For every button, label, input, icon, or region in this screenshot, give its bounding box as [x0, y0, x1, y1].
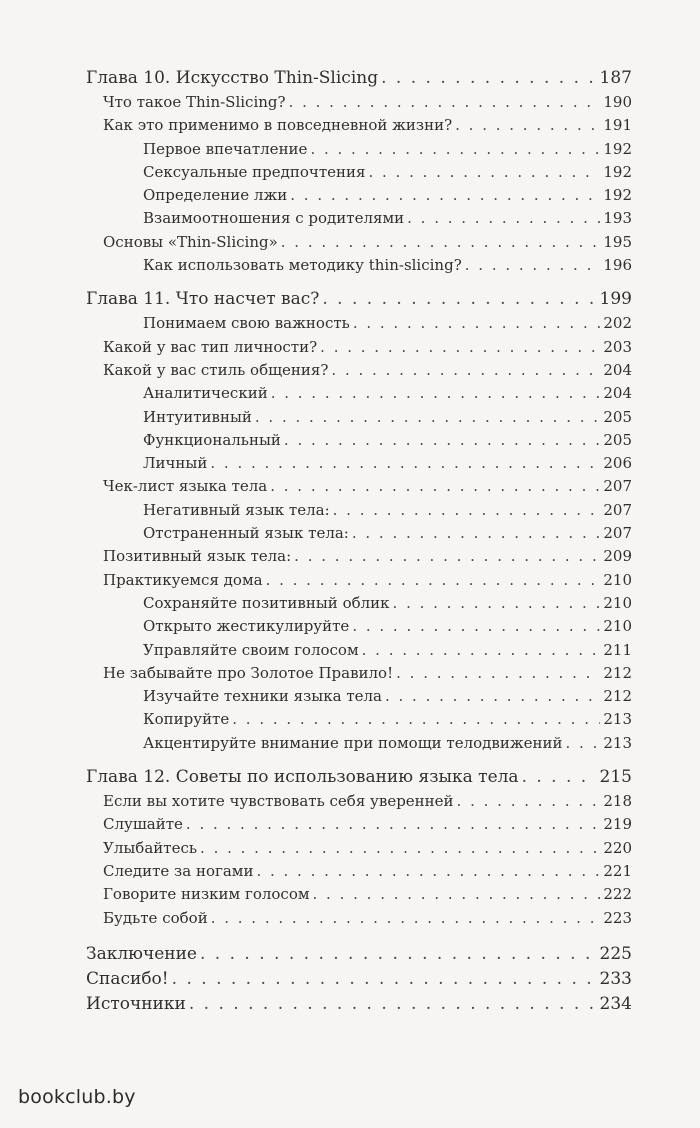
toc-page-number: 207: [603, 500, 632, 519]
toc-page-number: 212: [603, 687, 632, 706]
toc-entry[interactable]: [86, 429, 632, 452]
dot-leader: [255, 406, 600, 429]
toc-entry-title: Как использовать методику thin-slicing?: [143, 256, 462, 275]
dot-leader: [211, 907, 601, 930]
toc-page-number: 220: [603, 838, 632, 857]
dot-leader: [407, 207, 600, 230]
toc-entry-title: Акцентируйте внимание при помощи телодвижений: [143, 733, 563, 752]
toc-entry-title: Сексуальные предпочтения: [143, 162, 366, 181]
toc-entry[interactable]: [86, 207, 632, 230]
dot-leader: [210, 452, 600, 475]
dot-leader: [465, 254, 601, 277]
toc-entry-title: Первое впечатление: [143, 139, 308, 158]
toc-page-number: 192: [603, 186, 632, 205]
toc-chapter-entry[interactable]: [86, 942, 632, 967]
toc-entry-title: Улыбайтесь: [103, 838, 198, 857]
toc-entry-title: Управляйте своим голосом: [143, 640, 359, 659]
toc-page-number: 205: [603, 407, 632, 426]
toc-entry[interactable]: [86, 184, 632, 207]
toc-entry[interactable]: [86, 790, 632, 813]
dot-leader: [313, 883, 601, 906]
toc-entry[interactable]: [86, 475, 632, 498]
toc-page-number: 213: [603, 733, 632, 752]
toc-entry[interactable]: [86, 860, 632, 883]
dot-leader: [232, 708, 600, 731]
dot-leader: [352, 522, 601, 545]
section-gap: [86, 755, 632, 765]
toc-entry-title: Основы «Thin-Slicing»: [103, 232, 278, 251]
toc-page-number: 204: [603, 360, 632, 379]
toc-entry[interactable]: [86, 837, 632, 860]
toc-page-number: 211: [603, 640, 632, 659]
dot-leader: [320, 336, 600, 359]
toc-entry-title: Что такое Thin-Slicing?: [103, 93, 286, 111]
toc-entry[interactable]: [86, 406, 632, 429]
dot-leader: [256, 860, 600, 883]
toc-entry[interactable]: [86, 639, 632, 662]
dot-leader: [271, 382, 601, 405]
toc-entry[interactable]: [86, 231, 632, 254]
dot-leader: [310, 138, 600, 161]
toc-page-number: 218: [603, 792, 632, 811]
toc-page-number: 193: [603, 209, 632, 228]
toc-page-number: 212: [603, 663, 632, 682]
toc-page-number: 196: [603, 256, 632, 275]
toc-entry-title: Чек-лист языка тела: [103, 477, 268, 496]
toc-entry-title: Глава 11. Что насчет вас?: [86, 289, 320, 310]
section-gap: [86, 930, 632, 942]
toc-chapter-entry[interactable]: [86, 287, 632, 312]
toc-page-number: 203: [603, 337, 632, 356]
toc-entry-title: Как это применимо в повседневной жизни?: [103, 116, 453, 135]
toc-page-number: 192: [603, 162, 632, 181]
dot-leader: [290, 184, 600, 207]
toc-entry-title: Открыто жестикулируйте: [143, 617, 350, 636]
toc-entry-title: Аналитический: [143, 384, 268, 403]
toc-page-number: 222: [603, 885, 632, 904]
toc-entry-title: Источники: [86, 993, 186, 1014]
toc-entry-title: Негативный язык тела:: [143, 500, 330, 519]
toc-page-number: 219: [603, 815, 632, 834]
toc-entry-title: Понимаем свою важность: [143, 314, 350, 333]
toc-entry-title: Определение лжи: [143, 186, 288, 205]
dot-leader: [353, 312, 601, 335]
toc-entry[interactable]: [86, 615, 632, 638]
dot-leader: [322, 287, 596, 312]
dot-leader: [396, 662, 600, 685]
toc-entry-title: Будьте собой: [103, 908, 208, 927]
dot-leader: [381, 66, 596, 91]
dot-leader: [200, 837, 600, 860]
dot-leader: [172, 967, 597, 992]
toc-entry[interactable]: [86, 708, 632, 731]
toc-entry-title: Личный: [143, 454, 208, 473]
dot-leader: [331, 359, 600, 382]
dot-leader: [457, 790, 601, 813]
toc-entry-title: Взаимоотношения с родителями: [143, 209, 405, 228]
toc-page-number: 204: [603, 384, 632, 403]
dot-leader: [522, 765, 597, 790]
toc-entry[interactable]: [86, 336, 632, 359]
dot-leader: [368, 161, 600, 184]
toc-entry[interactable]: [86, 907, 632, 930]
toc-page-number: 191: [603, 116, 632, 135]
toc-entry[interactable]: [86, 382, 632, 405]
dot-leader: [393, 592, 601, 615]
toc-page-number: 221: [603, 861, 632, 880]
toc-page-number: 210: [603, 593, 632, 612]
toc-page-number: 190: [603, 93, 632, 111]
toc-page-number: 215: [599, 767, 632, 788]
toc-entry-title: Следите за ногами: [103, 861, 254, 880]
toc-page-number: 192: [603, 139, 632, 158]
toc-entry-title: Заключение: [86, 943, 197, 964]
toc-entry[interactable]: [86, 883, 632, 906]
toc-entry[interactable]: [86, 522, 632, 545]
dot-leader: [200, 942, 597, 967]
dot-leader: [189, 992, 597, 1017]
toc-page-number: 213: [603, 710, 632, 729]
toc-entry-title: Изучайте техники языка тела: [143, 687, 382, 706]
toc-entry[interactable]: [86, 114, 632, 137]
toc-entry[interactable]: [86, 662, 632, 685]
dot-leader: [270, 475, 600, 498]
toc-entry-title: Слушайте: [103, 815, 183, 834]
table-of-contents: [86, 66, 632, 1017]
toc-page-number: 234: [599, 993, 632, 1014]
toc-entry-title: Позитивный язык тела:: [103, 547, 292, 566]
toc-entry[interactable]: [86, 359, 632, 382]
toc-entry[interactable]: [86, 138, 632, 161]
toc-entry[interactable]: [86, 569, 632, 592]
toc-chapter-entry[interactable]: [86, 967, 632, 992]
toc-entry-title: Если вы хотите чувствовать себя уверенней: [103, 792, 454, 811]
toc-page-number: 207: [603, 477, 632, 496]
toc-page-number: 202: [603, 314, 632, 333]
dot-leader: [186, 813, 600, 836]
toc-chapter-entry[interactable]: [86, 66, 632, 91]
toc-entry-title: Интуитивный: [143, 407, 252, 426]
toc-entry[interactable]: [86, 545, 632, 568]
toc-page-number: 206: [603, 454, 632, 473]
toc-entry-title: Копируйте: [143, 710, 230, 729]
dot-leader: [566, 732, 601, 755]
section-gap: [86, 277, 632, 287]
watermark-text: bookclub.by: [18, 1086, 136, 1108]
dot-leader: [281, 231, 601, 254]
dot-leader: [362, 639, 601, 662]
toc-chapter-entry[interactable]: [86, 992, 632, 1017]
toc-page-number: 195: [603, 232, 632, 251]
dot-leader: [284, 429, 600, 452]
toc-entry[interactable]: [86, 685, 632, 708]
toc-entry-title: Функциональный: [143, 430, 281, 449]
toc-entry-title: Какой у вас стиль общения?: [103, 360, 329, 379]
toc-page-number: 210: [603, 617, 632, 636]
dot-leader: [289, 91, 601, 114]
toc-entry[interactable]: [86, 592, 632, 615]
toc-entry-title: Глава 12. Советы по использованию языка тела: [86, 767, 519, 788]
dot-leader: [266, 569, 601, 592]
toc-entry[interactable]: [86, 813, 632, 836]
dot-leader: [455, 114, 600, 137]
dot-leader: [352, 615, 600, 638]
toc-entry-title: Отстраненный язык тела:: [143, 524, 349, 543]
toc-entry-title: Практикуемся дома: [103, 570, 263, 589]
toc-page-number: 205: [603, 430, 632, 449]
toc-entry[interactable]: [86, 254, 632, 277]
toc-page-number: 225: [599, 943, 632, 964]
toc-entry[interactable]: [86, 452, 632, 475]
toc-entry[interactable]: [86, 161, 632, 184]
toc-page-number: 223: [603, 908, 632, 927]
toc-entry-title: Глава 10. Искусство Thin-Slicing: [86, 68, 379, 88]
toc-entry[interactable]: [86, 732, 632, 755]
toc-chapter-entry[interactable]: [86, 765, 632, 790]
toc-entry-title: Какой у вас тип личности?: [103, 337, 318, 356]
dot-leader: [385, 685, 600, 708]
dot-leader: [333, 499, 601, 522]
toc-page-number: 209: [603, 547, 632, 566]
dot-leader: [294, 545, 600, 568]
toc-page-number: 199: [599, 289, 632, 310]
toc-entry[interactable]: [86, 312, 632, 335]
toc-page-number: 187: [599, 68, 632, 88]
toc-entry[interactable]: [86, 499, 632, 522]
toc-entry-title: Говорите низким голосом: [103, 885, 310, 904]
toc-page-number: 233: [599, 968, 632, 989]
toc-entry[interactable]: [86, 91, 632, 114]
toc-page-number: 210: [603, 570, 632, 589]
toc-entry-title: Не забывайте про Золотое Правило!: [103, 663, 394, 682]
toc-entry-title: Спасибо!: [86, 968, 169, 989]
toc-entry-title: Сохраняйте позитивный облик: [143, 593, 390, 612]
toc-page-number: 207: [603, 524, 632, 543]
